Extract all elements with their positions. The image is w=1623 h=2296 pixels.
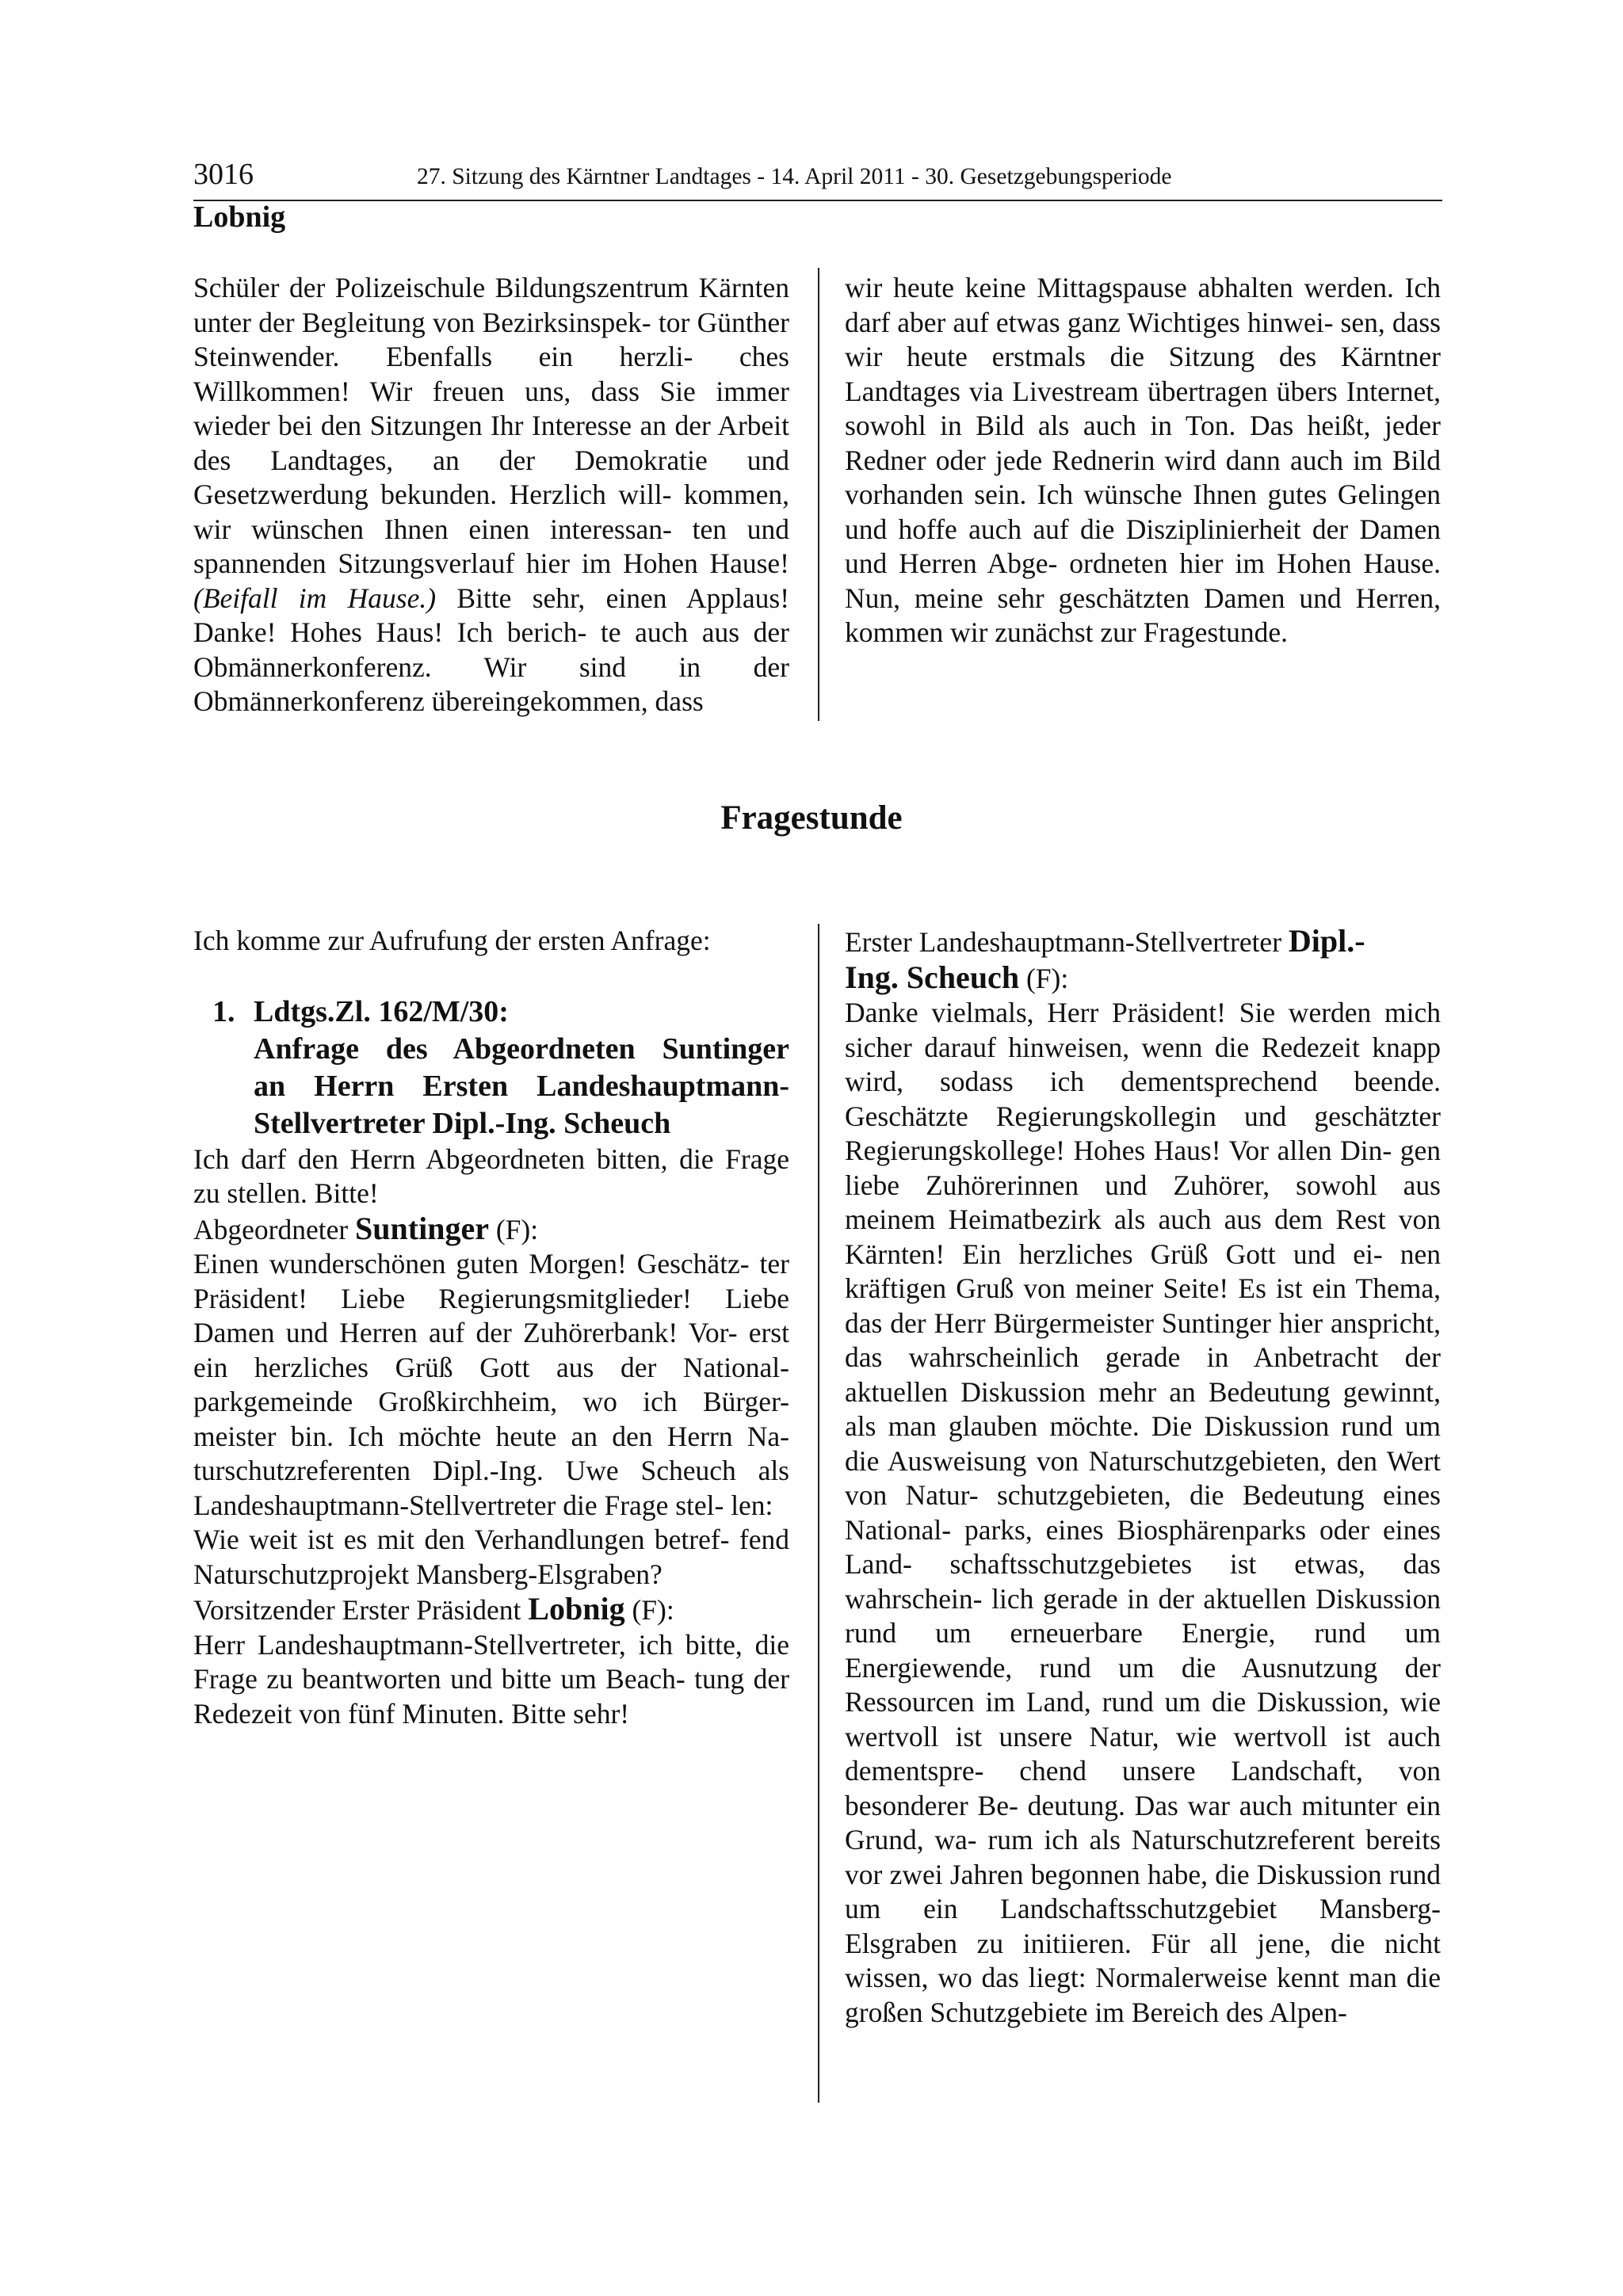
main-right-column: [845, 924, 1441, 2030]
speaker-line-lobnig: [193, 1592, 789, 1628]
item-number: 1.: [212, 994, 235, 1028]
applause-note: (Beifall im Hause.): [193, 582, 437, 614]
session-line: 27. Sitzung des Kärntner Landtages - 14. April 2011 - 30. Gesetzgebungsperiode: [417, 164, 1172, 189]
speaker-party: (F):: [495, 1213, 539, 1245]
item-line-3: Stellvertreter Dipl.-Ing. Scheuch: [254, 1106, 671, 1140]
speech-lobnig: Herr Landeshauptmann-Stellvertreter, ich bitte, die Frage zu beantworten und bitte um Beach- tung der Redezeit von fünf Minuten. Bitte sehr!: [193, 1628, 789, 1730]
section-title: Fragestunde: [720, 799, 903, 837]
item-line-2: an Herrn Ersten Landeshauptmann-: [254, 1069, 789, 1103]
speaker-role: Abgeordneter: [193, 1213, 349, 1245]
speaker-name: Lobnig: [528, 1591, 625, 1627]
item-reference: Ldtgs.Zl. 162/M/30:: [254, 994, 509, 1028]
page-header: [193, 155, 1442, 201]
intro-right-paragraph: wir heute keine Mittagspause abhalten werden. Ich darf aber auf etwas ganz Wichtiges hinwei- sen, dass wir heute erstmals die Sitzung des Kärntner Landtages via Livestream übertragen übers Internet, sowohl in Bild als auch in Ton. Das heißt, jeder Redner oder jede Rednerin wird dann auch im Bild vorhanden sein. Ich wünsche Ihnen gutes Gelingen und hoffe auch auf die Disziplinierheit der Damen und Herren Abge- ordneten hier im Hohen Hause. Nun, meine sehr geschätzten Damen und Herren, kommen wir zunächst zur Fragestunde.: [845, 272, 1441, 648]
speaker-name-part-1: Dipl.-: [1288, 923, 1365, 959]
speaker-party: (F):: [1025, 962, 1069, 994]
intro-left-paragraph: [193, 271, 789, 719]
speaker-line-scheuch: [845, 924, 1441, 996]
speaker-role: Vorsitzender Erster Präsident: [193, 1594, 521, 1626]
speaker-name: Suntinger: [355, 1210, 489, 1246]
speech-scheuch: Danke vielmals, Herr Präsident! Sie werden mich sicher darauf hinweisen, wenn die Redezeit knapp wird, sodass ich dementsprechend beende. Geschätzte Regierungskollegin und geschätzter Regierungskollege! Hohes Haus! Vor allen Din- gen liebe Zuhörerinnen und Zuhörer, sowohl aus meinem Heimatbezirk als auch aus dem Rest von Kärnten! Ein herzliches Grüß Gott und ei- nen kräftigen Gruß von meiner Seite! Es ist ein Thema, das der Herr Bürgermeister Suntinger hier anspricht, das wahrscheinlich gerade in Anbetracht der aktuellen Diskussion mehr an Bedeutung gewinnt, als man glauben möchte. Die Diskussion rund um die Ausweisung von Naturschutzgebieten, den Wert von Natur- schutzgebieten, die Bedeutung eines National- parks, eines Biosphärenparks oder eines Land- schaftsschutzgebietes ist etwas, das wahrschein- lich gerade in der aktuellen Diskussion rund um erneuerbare Energie, rund um Energiewende, rund um die Ausnutzung der Ressourcen im Land, rund um die Diskussion, wie wertvoll ist unsere Natur, wie wertvoll ist auch dementspre- chend unsere Landschaft, von besonderer Be- deutung. Das war auch mitunter ein Grund, wa- rum ich als Naturschutzreferent bereits vor zwei Jahren begonnen habe, die Diskussion rund um ein Landschaftsschutzgebiet Mansberg- Elsgraben zu initiieren. Für all jene, die nicht wissen, wo das liegt: Normalerweise kennt man die großen Schutzgebiete im Bereich des Alpen-: [845, 997, 1441, 2028]
header-speaker: Lobnig: [193, 200, 286, 234]
invite-paragraph: Ich darf den Herrn Abgeordneten bitten, die Frage zu stellen. Bitte!: [193, 1142, 789, 1209]
intro-left-column: [193, 271, 789, 719]
speaker-name-part-2: Ing. Scheuch: [845, 959, 1020, 995]
call-line: Ich komme zur Aufrufung der ersten Anfrage:: [193, 925, 711, 956]
speaker-role: Erster Landeshauptmann-Stellvertreter: [845, 926, 1282, 958]
question-text: Wie weit ist es mit den Verhandlungen betref- fend Naturschutzprojekt Mansberg-Elsgraben?: [193, 1524, 789, 1590]
speaker-party: (F):: [632, 1594, 674, 1626]
column-divider: [818, 924, 819, 2103]
item-line-1: Anfrage des Abgeordneten Suntinger: [254, 1032, 789, 1066]
intro-left-text: Schüler der Polizeischule Bildungszentrum Kärnten unter der Begleitung von Bezirksinspek- tor Günther Steinwender. Ebenfalls ein herzli- ches Willkommen! Wir freuen uns, dass Sie immer wieder bei den Sitzungen Ihr Interesse an der Arbeit des Landtages, an der Demokratie und Gesetzwerdung bekunden. Herzlich will- kommen, wir wünschen Ihnen einen interessan- ten und spannenden Sitzungsverlauf hier im Hohen Hause!: [193, 272, 789, 579]
intro-left-text-continued: Bitte sehr, einen Applaus! Danke! Hohes Haus! Ich berich- te auch aus der Obmännerkonferenz. Wir sind in der Obmännerkonferenz übereingekommen, dass: [193, 582, 790, 717]
page-number: 3016: [193, 158, 254, 191]
speech-suntinger: Einen wunderschönen guten Morgen! Geschätz- ter Präsident! Liebe Regierungsmitglieder! Liebe Damen und Herren auf der Zuhörerbank! Vor- erst ein herzliches Grüß Gott aus der National- parkgemeinde Großkirchheim, wo ich Bürger- meister bin. Ich möchte heute an den Herrn Na- turschutzreferenten Dipl.-Ing. Uwe Scheuch als Landeshauptmann-Stellvertreter die Frage stel- len:: [193, 1248, 789, 1521]
column-divider: [818, 268, 819, 721]
question-item: [193, 994, 789, 1142]
main-left-column: [193, 924, 789, 1731]
intro-right-column: [845, 271, 1441, 650]
speaker-line-suntinger: [193, 1211, 789, 1248]
